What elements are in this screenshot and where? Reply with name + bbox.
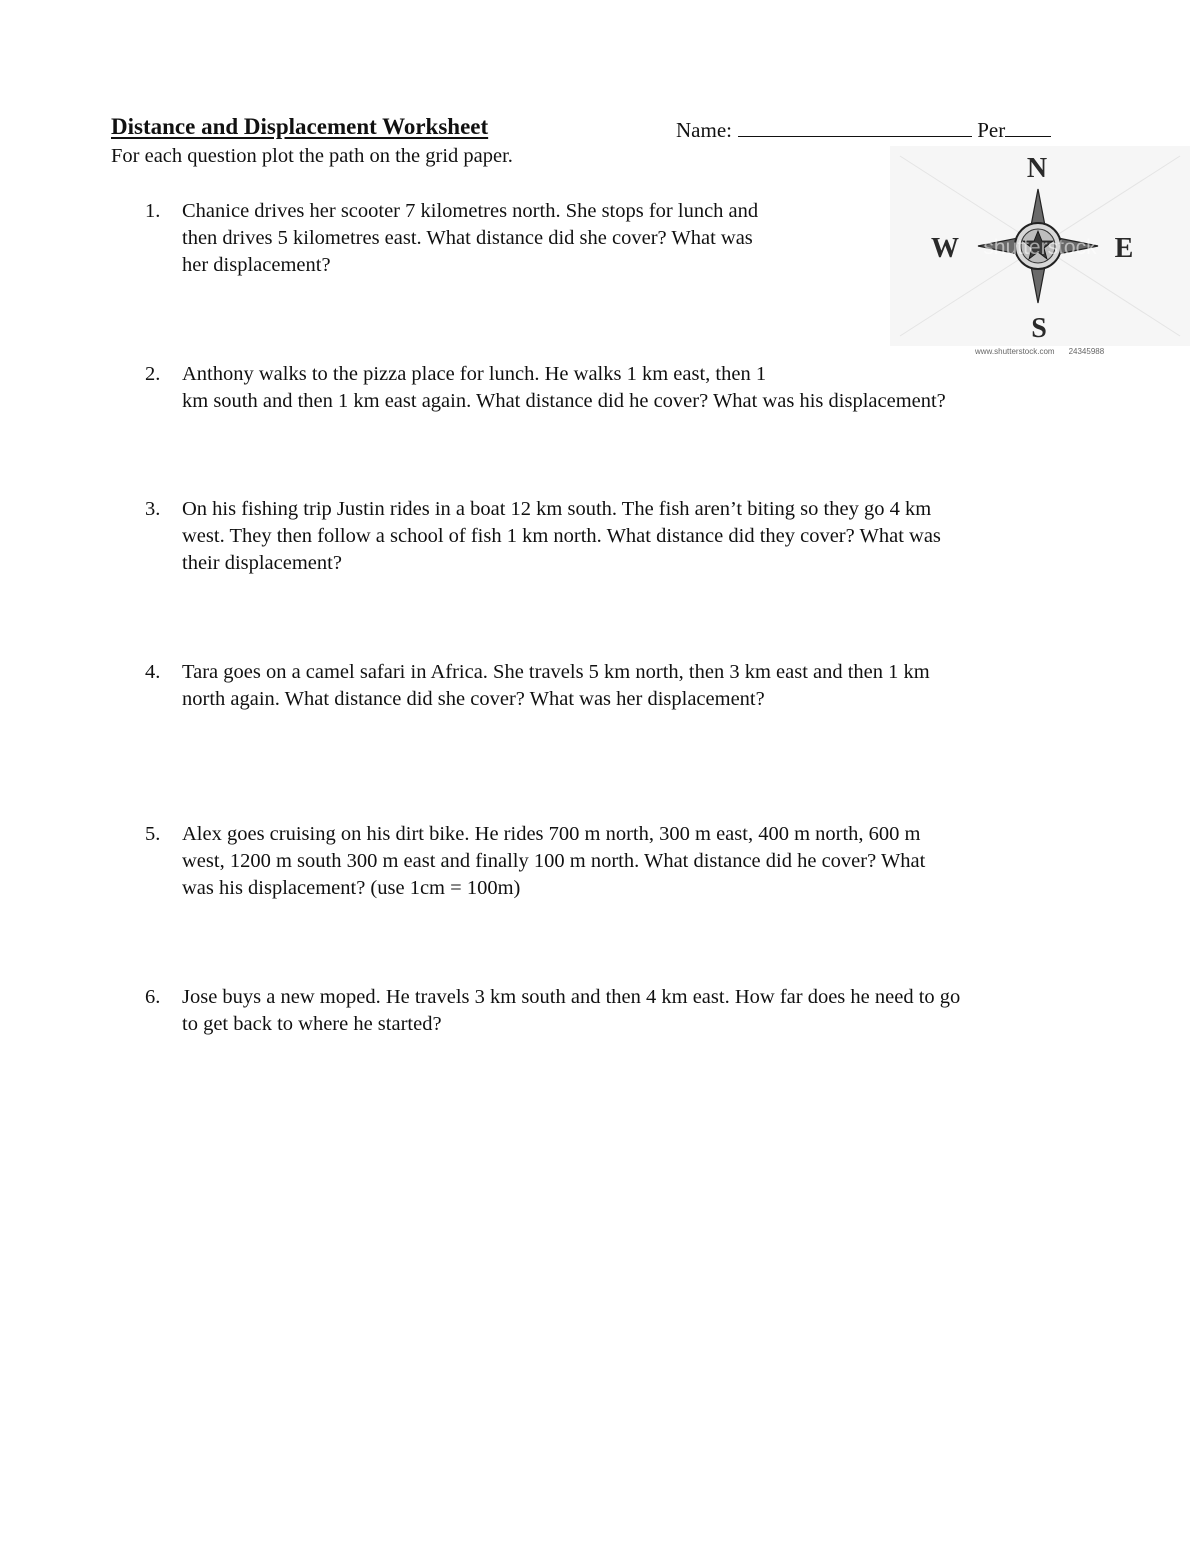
question-number: 5.: [145, 823, 161, 845]
compass-caption-id: 24345988: [1068, 347, 1105, 356]
compass-north-label: N: [1026, 153, 1048, 184]
question-line: west, 1200 m south 300 m east and finally 100 m north. What distance did he cover? What: [182, 850, 926, 872]
period-label: Per: [977, 118, 1006, 142]
question-line: Alex goes cruising on his dirt bike. He rides 700 m north, 300 m east, 400 m north, 600 m: [182, 823, 921, 845]
instructions: For each question plot the path on the grid paper.: [111, 145, 513, 167]
question-line: Chanice drives her scooter 7 kilometres north. She stops for lunch and: [182, 200, 759, 222]
name-period-line: [676, 116, 1051, 143]
question-line: On his fishing trip Justin rides in a boat 12 km south. The fish aren’t biting so they go 4 km: [182, 498, 932, 520]
compass-caption-url: www.shutterstock.com: [975, 347, 1055, 356]
question-line: north again. What distance did she cover? What was her displacement?: [182, 688, 765, 710]
name-blank: [738, 116, 972, 137]
question-line: then drives 5 kilometres east. What distance did she cover? What was: [182, 227, 753, 249]
question-line: Tara goes on a camel safari in Africa. She travels 5 km north, then 3 km east and then 1 km: [182, 661, 930, 683]
question-1: [145, 198, 758, 279]
question-line: west. They then follow a school of fish 1 km north. What distance did they cover? What was: [182, 525, 941, 547]
watermark-text: shutterstock: [983, 236, 1097, 259]
question-number: 6.: [145, 986, 161, 1008]
period-blank: [1005, 116, 1051, 137]
question-line: km south and then 1 km east again. What distance did he cover? What was his displacement?: [182, 390, 946, 412]
question-number: 4.: [145, 661, 161, 683]
question-5: [145, 821, 925, 902]
compass-west-label: W: [931, 233, 959, 264]
compass-caption: [975, 347, 1104, 356]
question-line: Anthony walks to the pizza place for lunch. He walks 1 km east, then 1: [182, 363, 767, 385]
question-3: [145, 496, 941, 577]
compass-rose-icon: [890, 146, 1190, 346]
question-number: 3.: [145, 498, 161, 520]
question-number: 1.: [145, 200, 161, 222]
question-line: was his displacement? (use 1cm = 100m): [182, 877, 521, 899]
question-number: 2.: [145, 363, 161, 385]
question-2: [145, 361, 946, 415]
compass-south-label: S: [1031, 313, 1047, 344]
question-line: Jose buys a new moped. He travels 3 km south and then 4 km east. How far does he need to go: [182, 986, 961, 1008]
name-label: Name:: [676, 118, 732, 142]
question-4: [145, 659, 930, 713]
worksheet-title: Distance and Displacement Worksheet: [111, 114, 489, 139]
question-6: [145, 984, 960, 1038]
question-line: to get back to where he started?: [182, 1013, 442, 1035]
compass-east-label: E: [1114, 233, 1134, 264]
question-line: her displacement?: [182, 254, 331, 276]
question-line: their displacement?: [182, 552, 342, 574]
compass-image: [890, 146, 1190, 346]
